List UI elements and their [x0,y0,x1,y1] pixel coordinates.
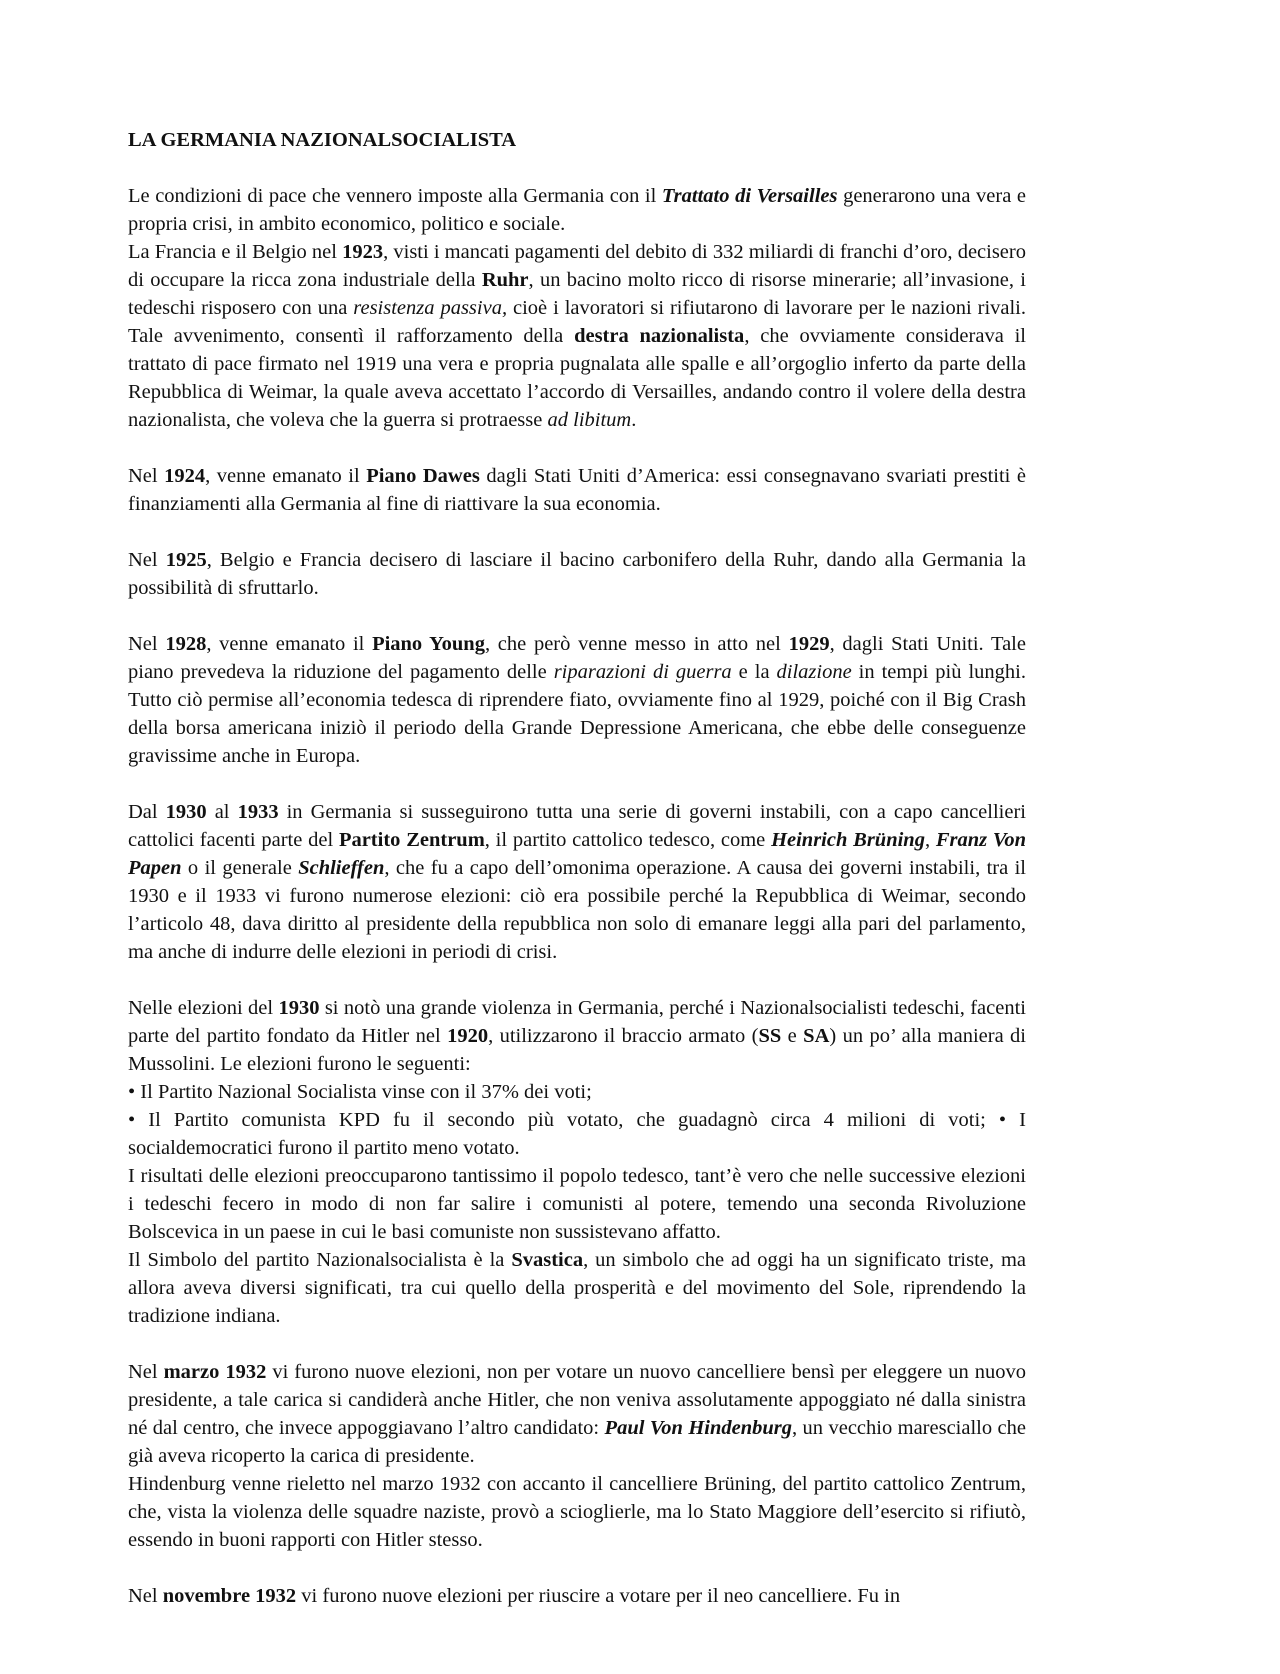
paragraph-elections-1930: Nelle elezioni del 1930 si notò una grande violenza in Germania, perché i Nazionalsocialisti tedeschi, facenti parte del partito fondato da Hitler nel 1920, utilizzarono il braccio armato (SS e SA) un po’ alla maniera di Mussolini. Le elezioni furono le seguenti: [128,997,1026,1075]
bullet-item: • Il Partito Nazional Socialista vinse con il 37% dei voti; [128,1081,592,1103]
paragraph-november-1932: Nel novembre 1932 vi furono nuove elezioni per riuscire a votare per il neo cancelliere. Fu in [128,1585,901,1607]
paragraph-hindenburg-reelected: Hindenburg venne rieletto nel marzo 1932 con accanto il cancelliere Brüning, del partito cattolico Zentrum, che, vista la violenza delle squadre naziste, provò a scioglierle, ma lo Stato Maggiore dell’esercito si rifiutò, essendo in buoni rapporti con Hitler stesso. [128,1473,1026,1551]
paragraph-election-results: I risultati delle elezioni preoccuparono tantissimo il popolo tedesco, tant’è vero che nelle successive elezioni i tedeschi fecero in modo di non far salire i comunisti al potere, temendo una seconda Rivoluzione Bolscevica in un paese in cui le basi comuniste non sussistevano affatto. [128,1165,1026,1243]
document-body [128,126,1026,1610]
bullet-item: • Il Partito comunista KPD fu il secondo più votato, che guadagnò circa 4 milioni di voti; • I socialdemocratici furono il partito meno votato. [128,1109,1026,1159]
paragraph-march-1932: Nel marzo 1932 vi furono nuove elezioni, non per votare un nuovo cancelliere bensì per eleggere un nuovo presidente, a tale carica si candiderà anche Hitler, che non veniva assolutamente appoggiato né dalla sinistra né dal centro, che invece appoggiavano l’altro candidato: Paul Von Hindenburg, un vecchio maresciallo che già aveva ricoperto la carica di presidente. [128,1361,1026,1467]
paragraph-young-1928: Nel 1928, venne emanato il Piano Young, che però venne messo in atto nel 1929, dagli Stati Uniti. Tale piano prevedeva la riduzione del pagamento delle riparazioni di guerra e la dilazione in tempi più lunghi. Tutto ciò permise all’economia tedesca di riprendere fiato, ovviamente fino al 1929, poiché con il Big Crash della borsa americana iniziò il periodo della Grande Depressione Americana, che ebbe delle conseguenze gravissime anche in Europa. [128,633,1026,767]
paragraph-ruhr-1925: Nel 1925, Belgio e Francia decisero di lasciare il bacino carbonifero della Ruhr, dando alla Germania la possibilità di sfruttarlo. [128,549,1026,599]
paragraph-ruhr-1923: La Francia e il Belgio nel 1923, visti i mancati pagamenti del debito di 332 miliardi di franchi d’oro, decisero di occupare la ricca zona industriale della Ruhr, un bacino molto ricco di risorse minerarie; all’invasione, i tedeschi risposero con una resistenza passiva, cioè i lavoratori si rifiutarono di lavorare per le nazioni rivali. Tale avvenimento, consentì il rafforzamento della destra nazionalista, che ovviamente considerava il trattato di pace firmato nel 1919 una vera e propria pugnalata alle spalle e all’orgoglio inferto da parte della Repubblica di Weimar, la quale aveva accettato l’accordo di Versailles, andando contro il volere della destra nazionalista, che voleva che la guerra si protraesse ad libitum. [128,241,1027,431]
paragraph-svastica: Il Simbolo del partito Nazionalsocialista è la Svastica, un simbolo che ad oggi ha un significato triste, ma allora aveva diversi significati, tra cui quello della prosperità e del movimento del Sole, riprendendo la tradizione indiana. [128,1249,1026,1327]
document-title: LA GERMANIA NAZIONALSOCIALISTA [128,129,517,151]
paragraph-versailles: Le condizioni di pace che vennero imposte alla Germania con il Trattato di Versailles generarono una vera e propria crisi, in ambito economico, politico e sociale. [128,185,1027,235]
paragraph-governments-1930-1933: Dal 1930 al 1933 in Germania si susseguirono tutta una serie di governi instabili, con a capo cancellieri cattolici facenti parte del Partito Zentrum, il partito cattolico tedesco, come Heinrich Brüning, Franz Von Papen o il generale Schlieffen, che fu a capo dell’omonima operazione. A causa dei governi instabili, tra il 1930 e il 1933 vi furono numerose elezioni: ciò era possibile perché la Repubblica di Weimar, secondo l’articolo 48, dava diritto al presidente della repubblica non solo di emanare leggi alla pari del parlamento, ma anche di indurre delle elezioni in periodi di crisi. [128,801,1027,963]
paragraph-dawes-1924: Nel 1924, venne emanato il Piano Dawes dagli Stati Uniti d’America: essi consegnavano svariati prestiti è finanziamenti alla Germania al fine di riattivare la sua economia. [128,465,1026,515]
